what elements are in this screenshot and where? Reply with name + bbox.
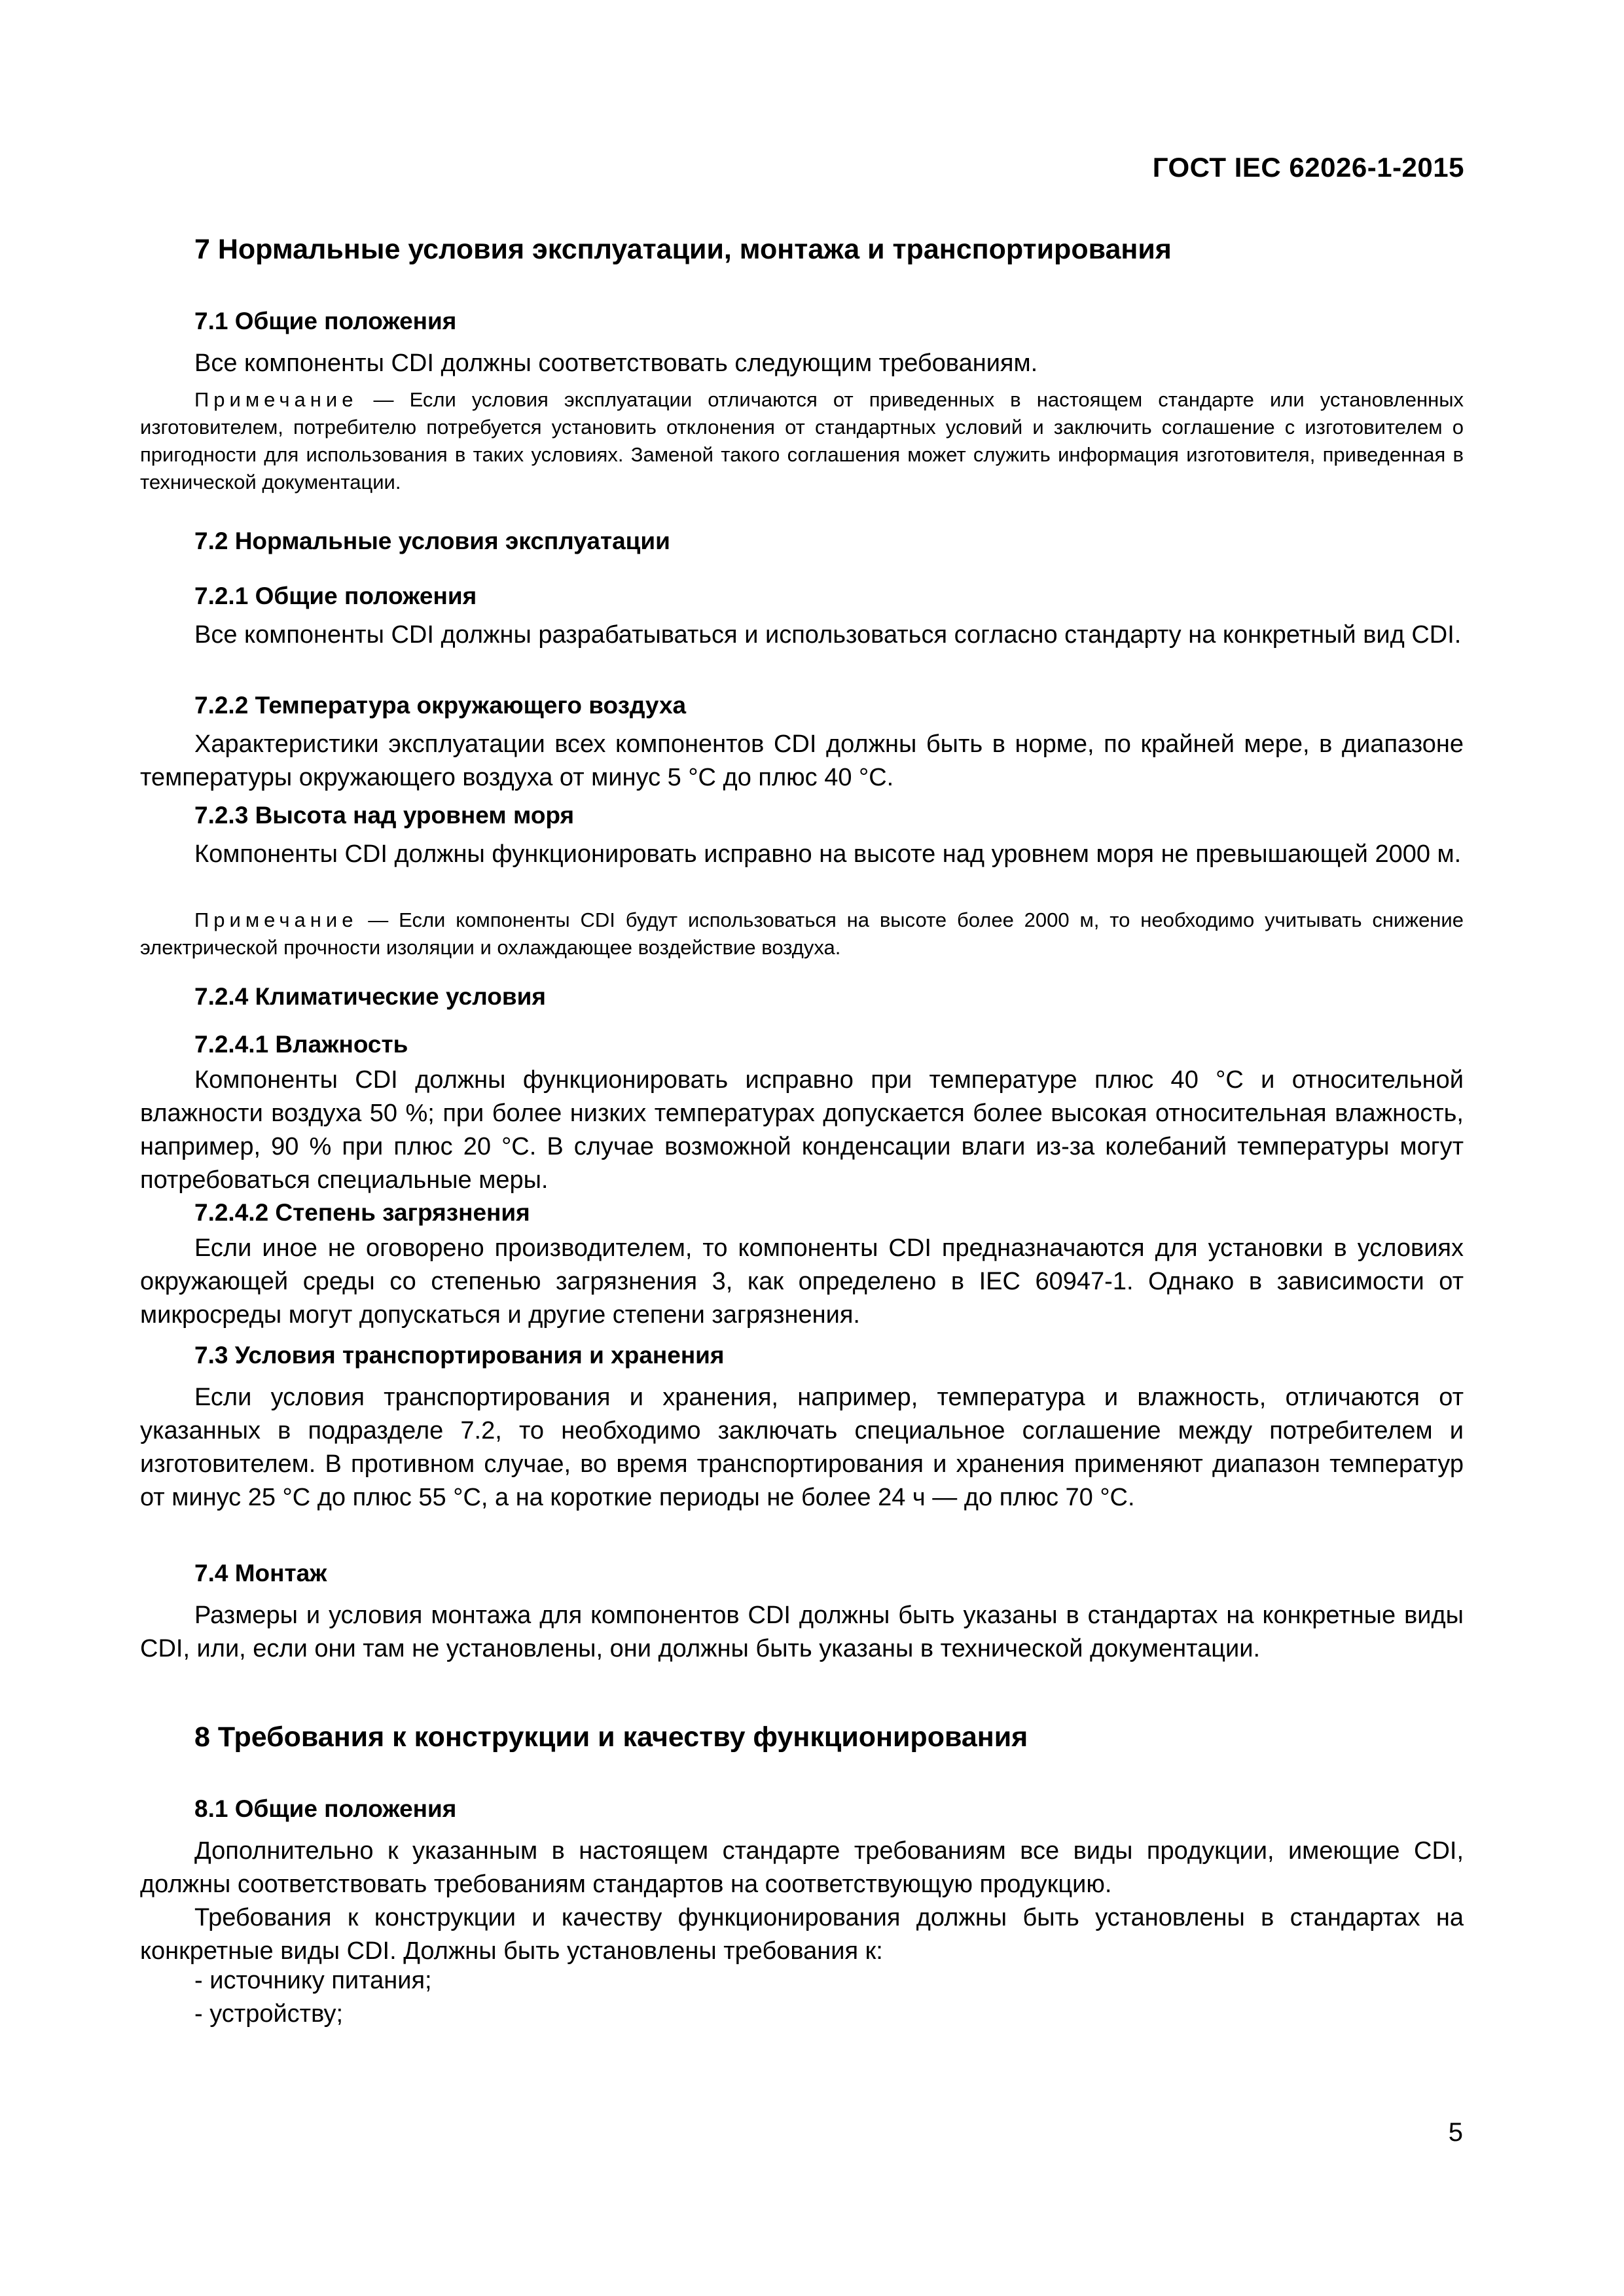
section-7-2-1-paragraph: Все компоненты CDI должны разрабатываться и использоваться согласно стандарту на конкретный вид CDI. [194, 621, 1462, 649]
note-text: — Если компоненты CDI будут использоваться на высоте более 2000 м, то необходимо учитывать снижение электрической прочности изоляции и охлаждающее воздействие воздуха. [140, 908, 1464, 959]
section-7-2-title: 7.2 Нормальные условия эксплуатации [194, 528, 670, 554]
section-7-1-title: 7.1 Общие положения [194, 308, 457, 334]
section-7-1-note [140, 386, 1464, 496]
section-7-4-paragraph: Размеры и условия монтажа для компонентов CDI должны быть указаны в стандартах на конкретные виды CDI, или, если они там не установлены, они должны быть указаны в технической документации. [140, 1602, 1464, 1662]
section-7-2-1-title: 7.2.1 Общие положения [194, 583, 477, 609]
page-number: 5 [1448, 2118, 1463, 2147]
section-7-3-paragraph: Если условия транспортирования и хранения, например, температура и влажность, отличаются от указанных в подразделе 7.2, то необходимо заключать специальное соглашение между потребителем и изготовителем. В противном случае, во время транспортирования и хранения применяют диапазон температур от минус 25 °С до плюс 55 °С, а на короткие периоды не более 24 ч — до плюс 70 °С. [140, 1384, 1464, 1511]
section-7-2-4-1-paragraph: Компоненты CDI должны функционировать исправно при температуре плюс 40 °С и относительной влажности воздуха 50 %; при более низких температурах допускается более высокая относительная влажность, например, 90 % при плюс 20 °С. В случае возможной конденсации влаги из-за колебаний температуры могут потребоваться специальные меры. [140, 1066, 1464, 1194]
section-7-2-3-paragraph: Компоненты CDI должны функционировать исправно на высоте над уровнем моря не превышающей 2000 м. [194, 840, 1462, 868]
section-7-title: 7 Нормальные условия эксплуатации, монтажа и транспортирования [194, 234, 1172, 265]
section-8-1-paragraph-1: Дополнительно к указанным в настоящем стандарте требованиям все виды продукции, имеющие CDI, должны соответствовать требованиям стандартов на соответствующую продукцию. [140, 1837, 1464, 1898]
note-text: — Если условия эксплуатации отличаются от приведенных в настоящем стандарте или установленных изготовителем, потребителю потребуется установить отклонения от стандартных условий и заключить соглашение с изготовителем о пригодности для использования в таких условиях. Заменой такого соглашения может служить информация изготовителя, приведенная в технической документации. [140, 388, 1464, 493]
section-7-2-2-title: 7.2.2 Температура окружающего воздуха [194, 692, 687, 719]
section-7-2-3-note [140, 906, 1464, 961]
section-7-2-3-title: 7.2.3 Высота над уровнем моря [194, 802, 575, 829]
note-label: Примечание [194, 908, 358, 931]
section-7-2-4-1-title: 7.2.4.1 Влажность [194, 1031, 408, 1058]
section-7-2-4-2-paragraph: Если иное не оговорено производителем, то компоненты CDI предназначаются для установки в условиях окружающей среды со степенью загрязнения 3, как определено в IEC 60947-1. Однако в зависимости от микросреды могут допускаться и другие степени загрязнения. [140, 1234, 1464, 1329]
section-7-2-4-title: 7.2.4 Климатические условия [194, 983, 546, 1010]
section-7-1-paragraph: Все компоненты CDI должны соответствовать следующим требованиям. [194, 350, 1038, 377]
list-item: - источнику питания; [194, 1967, 432, 1994]
list-item: - устройству; [194, 2000, 343, 2028]
section-7-2-4-2-title: 7.2.4.2 Степень загрязнения [194, 1199, 530, 1226]
section-7-4-title: 7.4 Монтаж [194, 1560, 327, 1587]
section-8-title: 8 Требования к конструкции и качеству функционирования [194, 1721, 1028, 1753]
section-7-2-2-paragraph: Характеристики эксплуатации всех компонентов CDI должны быть в норме, по крайней мере, в диапазоне температуры окружающего воздуха от минус 5 °С до плюс 40 °С. [140, 730, 1464, 791]
note-label: Примечание [194, 388, 358, 411]
section-8-1-paragraph-2: Требования к конструкции и качеству функционирования должны быть установлены в стандартах на конкретные виды CDI. Должны быть установлены требования к: [140, 1904, 1464, 1965]
section-8-1-title: 8.1 Общие положения [194, 1795, 457, 1822]
section-7-3-title: 7.3 Условия транспортирования и хранения [194, 1342, 725, 1369]
document-header: ГОСТ IEC 62026-1-2015 [1152, 152, 1464, 183]
